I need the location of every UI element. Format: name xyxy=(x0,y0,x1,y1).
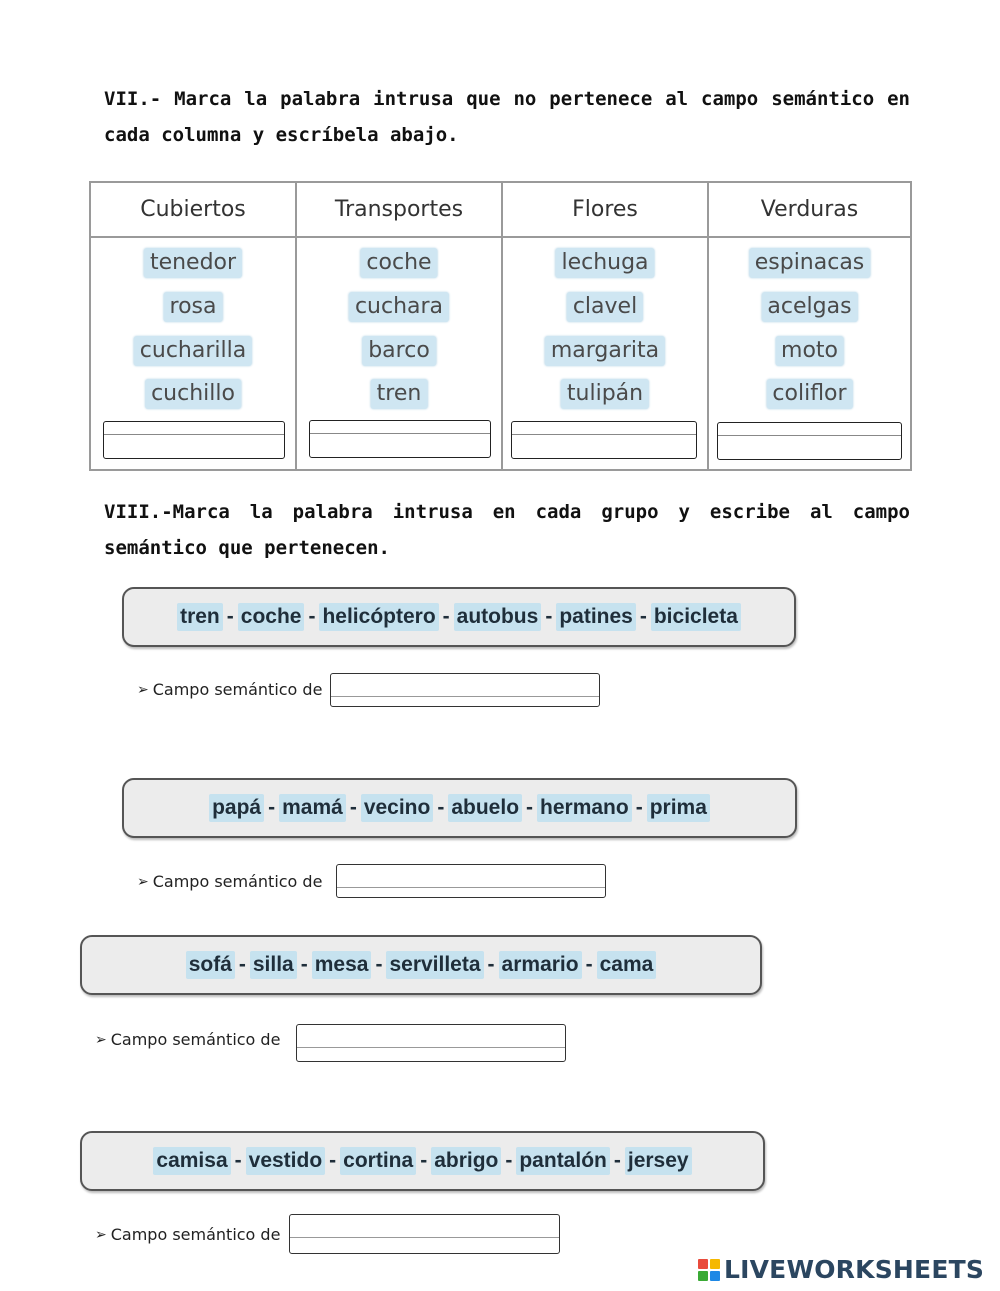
column-transportes xyxy=(297,238,503,469)
campo-input-1[interactable] xyxy=(330,673,600,707)
word-chip[interactable]: coche xyxy=(360,248,437,278)
dash: - xyxy=(437,796,445,819)
word-chip[interactable]: tren xyxy=(177,603,223,631)
word-group-4 xyxy=(80,1131,765,1191)
answer-input-flores[interactable] xyxy=(511,421,697,459)
campo-label-4 xyxy=(95,1225,280,1244)
word-chip[interactable]: silla xyxy=(250,951,297,979)
word-chip[interactable]: armario xyxy=(499,951,582,979)
dash: - xyxy=(613,1149,621,1172)
word-chip[interactable]: cortina xyxy=(340,1147,416,1175)
column-header-verduras: Verduras xyxy=(760,197,859,222)
arrow-icon: ➢ xyxy=(95,1226,107,1243)
column-header-transportes: Transportes xyxy=(297,183,503,236)
campo-label-1 xyxy=(137,680,322,699)
word-chip[interactable]: coliflor xyxy=(766,379,852,409)
dash: - xyxy=(505,1149,513,1172)
word-group-1 xyxy=(122,587,796,647)
dash: - xyxy=(526,796,534,819)
campo-label-3 xyxy=(95,1030,280,1049)
word-chip[interactable]: barco xyxy=(362,336,436,366)
dash: - xyxy=(545,605,553,628)
campo-label-text: Campo semántico de xyxy=(152,680,323,699)
instruction-vii: VII.- Marca la palabra intrusa que no pertenece al campo semántico en cada columna y escríbela abajo. xyxy=(104,88,910,146)
word-chip[interactable]: camisa xyxy=(153,1147,230,1175)
campo-label-text: Campo semántico de xyxy=(152,872,323,891)
word-chip[interactable]: vecino xyxy=(361,794,434,822)
dash: - xyxy=(375,953,383,976)
dash: - xyxy=(234,1149,242,1172)
arrow-icon: ➢ xyxy=(95,1031,107,1048)
dash: - xyxy=(442,605,450,628)
word-chip[interactable]: margarita xyxy=(545,336,665,366)
word-chip[interactable]: mamá xyxy=(279,794,346,822)
dash: - xyxy=(639,605,647,628)
word-chip[interactable]: tenedor xyxy=(144,248,242,278)
campo-input-4[interactable] xyxy=(289,1214,560,1254)
word-chip[interactable]: papá xyxy=(209,794,264,822)
word-chip[interactable]: vestido xyxy=(246,1147,326,1175)
word-chip[interactable]: abrigo xyxy=(431,1147,501,1175)
dash: - xyxy=(268,796,276,819)
semantic-field-table xyxy=(89,181,912,471)
answer-input-verduras[interactable] xyxy=(717,422,902,460)
logo-square xyxy=(710,1271,720,1281)
word-chip[interactable]: hermano xyxy=(537,794,632,822)
word-chip[interactable]: bicicleta xyxy=(651,603,741,631)
answer-input-cubiertos[interactable] xyxy=(103,421,285,459)
campo-label-2 xyxy=(137,872,322,891)
word-chip[interactable]: sofá xyxy=(186,951,235,979)
word-chip[interactable]: tulipán xyxy=(561,379,649,409)
dash: - xyxy=(329,1149,337,1172)
word-chip[interactable]: lechuga xyxy=(555,248,654,278)
campo-label-text: Campo semántico de xyxy=(110,1225,281,1244)
arrow-icon: ➢ xyxy=(137,681,149,698)
dash: - xyxy=(635,796,643,819)
word-chip[interactable]: acelgas xyxy=(761,292,857,322)
word-chip[interactable]: patines xyxy=(556,603,636,631)
dash: - xyxy=(585,953,593,976)
logo-square xyxy=(698,1259,708,1269)
dash: - xyxy=(300,953,308,976)
word-chip[interactable]: servilleta xyxy=(386,951,483,979)
word-group-2 xyxy=(122,778,797,838)
word-chip[interactable]: autobus xyxy=(454,603,542,631)
word-chip[interactable]: abuelo xyxy=(448,794,522,822)
word-chip[interactable]: helicóptero xyxy=(319,603,438,631)
word-chip[interactable]: coche xyxy=(238,603,305,631)
word-chip[interactable]: cuchillo xyxy=(145,379,241,409)
instruction-viii: VIII.-Marca la palabra intrusa en cada grupo y escribe al campo semántico que pertenecen. xyxy=(104,501,910,559)
word-chip[interactable]: mesa xyxy=(312,951,372,979)
logo-square xyxy=(710,1259,720,1269)
dash: - xyxy=(349,796,357,819)
column-verduras xyxy=(709,238,910,469)
liveworksheets-logo xyxy=(698,1255,984,1284)
dash: - xyxy=(420,1149,428,1172)
word-chip[interactable]: jersey xyxy=(625,1147,692,1175)
arrow-icon: ➢ xyxy=(137,873,149,890)
logo-square xyxy=(698,1271,708,1281)
answer-input-transportes[interactable] xyxy=(309,420,491,458)
word-chip[interactable]: espinacas xyxy=(749,248,871,278)
dash: - xyxy=(487,953,495,976)
dash: - xyxy=(308,605,316,628)
word-chip[interactable]: rosa xyxy=(164,292,223,322)
word-chip[interactable]: cama xyxy=(597,951,657,979)
campo-input-3[interactable] xyxy=(296,1024,566,1062)
word-chip[interactable]: moto xyxy=(775,336,844,366)
word-chip[interactable]: pantalón xyxy=(516,1147,610,1175)
column-header-cubiertos: Cubiertos xyxy=(91,183,297,236)
column-cubiertos xyxy=(91,238,297,469)
word-chip[interactable]: cuchara xyxy=(349,292,449,322)
campo-input-2[interactable] xyxy=(336,864,606,898)
word-chip[interactable]: clavel xyxy=(567,292,643,322)
column-flores xyxy=(503,238,709,469)
dash: - xyxy=(238,953,246,976)
campo-label-text: Campo semántico de xyxy=(110,1030,281,1049)
word-chip[interactable]: prima xyxy=(647,794,710,822)
logo-icon xyxy=(698,1259,720,1281)
word-chip[interactable]: cucharilla xyxy=(134,336,252,366)
column-header-flores: Flores xyxy=(503,183,709,236)
word-group-3 xyxy=(80,935,762,995)
dash: - xyxy=(226,605,234,628)
word-chip[interactable]: tren xyxy=(371,379,428,409)
logo-text: LIVEWORKSHEETS xyxy=(724,1255,985,1284)
